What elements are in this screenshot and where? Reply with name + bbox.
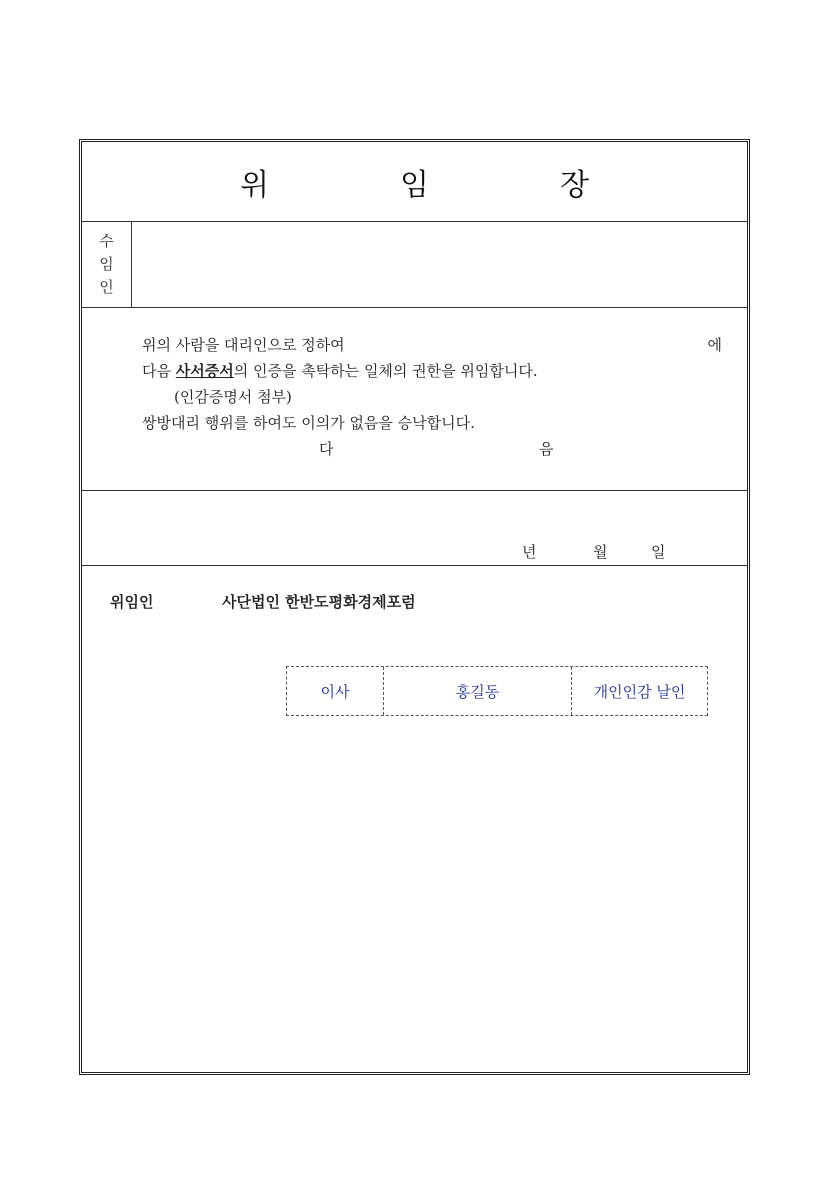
title-char: 임	[400, 168, 429, 203]
body-line-2: 다음 사서증서의 인증을 촉탁하는 일체의 권한을 위임합니다.	[142, 362, 538, 380]
delegation-text	[142, 332, 722, 462]
divider	[82, 307, 747, 308]
title-char: 위	[240, 168, 269, 203]
recipient-label: 수 임 인	[82, 222, 132, 307]
grantor-organization: 사단법인 한반도평화경제포럼	[222, 593, 416, 611]
document-title	[82, 160, 747, 204]
signature-box	[286, 666, 708, 716]
body-line-4: 쌍방대리 행위를 하여도 이의가 없음을 승낙합니다.	[142, 414, 475, 432]
body-line-1: 위의 사람을 대리인으로 정하여	[142, 336, 345, 354]
divider	[82, 221, 747, 222]
signatory-name: 홍길동	[383, 667, 571, 715]
signatory-position: 이사	[320, 682, 350, 701]
day-label: 일	[651, 543, 666, 561]
grantor-line	[110, 591, 416, 612]
emphasized-term: 사서증서	[175, 362, 234, 380]
body-line-3: (인감증명서 첨부)	[174, 388, 292, 406]
grantor-label: 위임인	[110, 593, 154, 611]
seal-instruction: 개인인감 날인	[571, 667, 707, 715]
date-line	[522, 541, 692, 565]
divider	[82, 490, 747, 491]
year-label: 년	[522, 543, 537, 561]
power-of-attorney-form	[79, 139, 750, 1075]
month-label: 월	[593, 543, 608, 561]
title-char: 장	[560, 168, 589, 203]
body-line-1-suffix: 에	[707, 336, 722, 354]
divider	[82, 565, 747, 566]
body-line-5: 다 음	[319, 440, 554, 458]
